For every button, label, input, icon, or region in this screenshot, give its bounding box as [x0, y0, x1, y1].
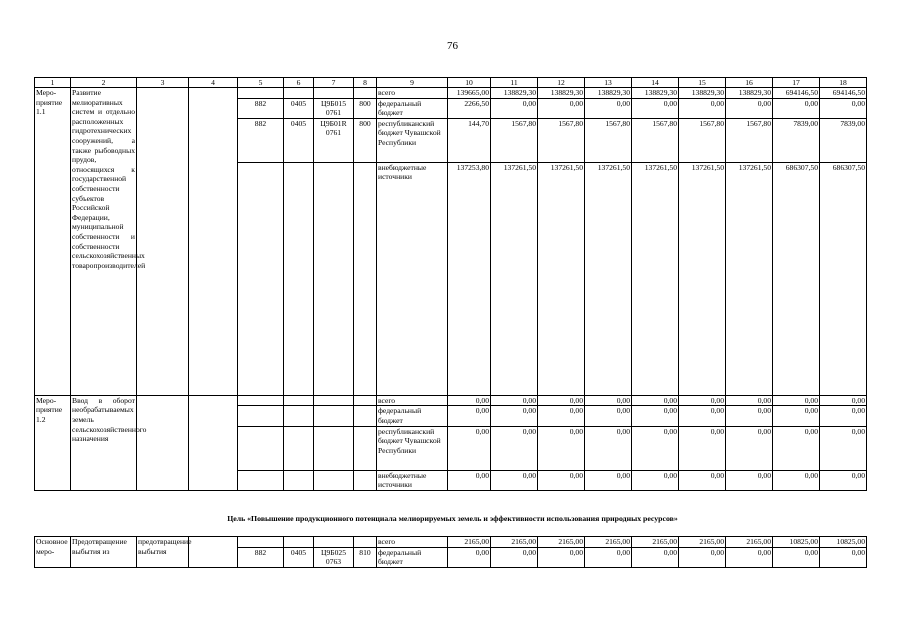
- cell-value: 0,00: [726, 406, 773, 426]
- empty-cell: [284, 406, 314, 426]
- empty-cell: [189, 88, 238, 396]
- header-cell: 17: [773, 78, 820, 88]
- cell-value: 0,00: [820, 395, 867, 406]
- cell-source: федеральный бюджет: [377, 98, 448, 118]
- cell-value: 0,00: [585, 406, 632, 426]
- cell-value: 0,00: [538, 470, 585, 490]
- cell-source: всего: [377, 88, 448, 99]
- cell-value: 0,00: [820, 426, 867, 470]
- table-row: [35, 88, 867, 99]
- cell-value: 1567,80: [726, 118, 773, 162]
- cell-value: 0,00: [773, 406, 820, 426]
- header-cell: 3: [137, 78, 189, 88]
- event-label: Меро-приятие 1.1: [35, 88, 71, 396]
- empty-cell: [137, 88, 189, 396]
- cell-source: федеральный бюджет: [377, 547, 448, 567]
- cell-source: федеральный бюджет: [377, 406, 448, 426]
- cell-value: 0,00: [448, 406, 491, 426]
- cell-value: 694146,50: [820, 88, 867, 99]
- cell-section: [284, 88, 314, 99]
- cell-value: 1567,80: [679, 118, 726, 162]
- event-label: Основное меро-: [35, 537, 71, 568]
- header-cell: 15: [679, 78, 726, 88]
- cell-value: 138829,30: [632, 88, 679, 99]
- empty-cell: [238, 406, 284, 426]
- cell-value: 0,00: [820, 406, 867, 426]
- header-cell: 4: [189, 78, 238, 88]
- cell-value: 0,00: [679, 395, 726, 406]
- cell-value: 0,00: [491, 470, 538, 490]
- cell-value: 0,00: [585, 426, 632, 470]
- cell-value: 0,00: [538, 395, 585, 406]
- cell-target-article: Ц9Б025 0763: [314, 547, 354, 567]
- cell-value: 137261,50: [632, 162, 679, 395]
- cell-source: республиканский бюджет Чувашской Республики: [377, 426, 448, 470]
- event-col3: предотвращение выбытия: [137, 537, 189, 568]
- cell-value: 2165,00: [491, 537, 538, 548]
- cell-expense-group: 800: [354, 98, 377, 118]
- cell-grbs: [238, 537, 284, 548]
- empty-cell: [354, 426, 377, 470]
- event-name: Предотвращение выбытия из: [71, 537, 137, 568]
- cell-target-article: [314, 162, 354, 395]
- empty-cell: [314, 470, 354, 490]
- cell-value: 137261,50: [538, 162, 585, 395]
- cell-value: 0,00: [585, 547, 632, 567]
- cell-value: 0,00: [538, 426, 585, 470]
- empty-cell: [354, 470, 377, 490]
- cell-value: 2165,00: [538, 537, 585, 548]
- empty-cell: [314, 426, 354, 470]
- header-cell: 8: [354, 78, 377, 88]
- cell-value: 0,00: [726, 426, 773, 470]
- cell-value: 0,00: [726, 98, 773, 118]
- cell-value: 139665,00: [448, 88, 491, 99]
- cell-value: 1567,80: [632, 118, 679, 162]
- cell-grbs: [238, 88, 284, 99]
- cell-value: 0,00: [726, 470, 773, 490]
- cell-value: 0,00: [585, 470, 632, 490]
- header-cell: 11: [491, 78, 538, 88]
- cell-value: 0,00: [448, 547, 491, 567]
- budget-table: [34, 77, 867, 491]
- empty-cell: [354, 406, 377, 426]
- cell-value: 0,00: [820, 470, 867, 490]
- cell-grbs: [238, 162, 284, 395]
- empty-cell: [238, 426, 284, 470]
- event-name: Развитие мелиоративных систем и отдельно расположенных гидротехнических сооружений, а также рыбоводных прудов, относящихся к государственной собственности субъектов Российской Федерации, муниципальной собственности и собственности сельскохозяйственных товаропроизводителей: [71, 88, 137, 396]
- cell-expense-group: [354, 162, 377, 395]
- empty-cell: [238, 395, 284, 406]
- cell-value: 0,00: [679, 406, 726, 426]
- cell-expense-group: [354, 88, 377, 99]
- cell-value: 2165,00: [448, 537, 491, 548]
- cell-value: 0,00: [491, 98, 538, 118]
- cell-value: 0,00: [773, 395, 820, 406]
- cell-grbs: 882: [238, 547, 284, 567]
- table-row: [35, 537, 867, 548]
- empty-cell: [354, 395, 377, 406]
- empty-cell: [284, 426, 314, 470]
- cell-value: 138829,30: [491, 88, 538, 99]
- cell-section: 0405: [284, 547, 314, 567]
- empty-cell: [189, 537, 238, 568]
- cell-value: 7839,00: [773, 118, 820, 162]
- table-row: [35, 395, 867, 406]
- cell-value: 138829,30: [679, 88, 726, 99]
- header-cell: 10: [448, 78, 491, 88]
- page-number: 76: [447, 40, 458, 52]
- event-label: Меро-приятие 1.2: [35, 395, 71, 490]
- cell-value: 0,00: [632, 395, 679, 406]
- header-cell: 6: [284, 78, 314, 88]
- cell-source: внебюджетные источники: [377, 162, 448, 395]
- cell-source: всего: [377, 395, 448, 406]
- cell-value: 0,00: [773, 547, 820, 567]
- cell-value: 0,00: [491, 406, 538, 426]
- cell-target-article: Ц9Б015 0761: [314, 98, 354, 118]
- cell-value: 686307,50: [773, 162, 820, 395]
- cell-value: 2165,00: [632, 537, 679, 548]
- empty-cell: [238, 470, 284, 490]
- header-row: [35, 78, 867, 88]
- cell-value: 0,00: [585, 395, 632, 406]
- cell-value: 0,00: [820, 98, 867, 118]
- header-cell: 18: [820, 78, 867, 88]
- header-cell: 12: [538, 78, 585, 88]
- cell-value: 10825,00: [773, 537, 820, 548]
- header-cell: 16: [726, 78, 773, 88]
- cell-grbs: 882: [238, 118, 284, 162]
- cell-value: 137261,50: [491, 162, 538, 395]
- cell-value: 0,00: [820, 547, 867, 567]
- header-cell: 1: [35, 78, 71, 88]
- cell-value: 0,00: [773, 98, 820, 118]
- cell-value: 0,00: [538, 406, 585, 426]
- cell-grbs: 882: [238, 98, 284, 118]
- cell-value: 0,00: [448, 395, 491, 406]
- cell-value: 0,00: [448, 470, 491, 490]
- cell-value: 0,00: [632, 406, 679, 426]
- cell-value: 0,00: [538, 547, 585, 567]
- cell-expense-group: [354, 537, 377, 548]
- cell-target-article: [314, 88, 354, 99]
- header-cell: 9: [377, 78, 448, 88]
- header-cell: 2: [71, 78, 137, 88]
- cell-value: 138829,30: [585, 88, 632, 99]
- cell-value: 2165,00: [679, 537, 726, 548]
- cell-value: 2165,00: [585, 537, 632, 548]
- cell-value: 0,00: [726, 395, 773, 406]
- budget-table-continued: [34, 536, 867, 568]
- cell-source: внебюджетные источники: [377, 470, 448, 490]
- header-cell: 7: [314, 78, 354, 88]
- empty-cell: [314, 406, 354, 426]
- cell-value: 1567,80: [491, 118, 538, 162]
- cell-value: 0,00: [726, 547, 773, 567]
- cell-value: 144,70: [448, 118, 491, 162]
- cell-value: 0,00: [679, 470, 726, 490]
- cell-value: 686307,50: [820, 162, 867, 395]
- cell-value: 137253,80: [448, 162, 491, 395]
- cell-value: 138829,30: [538, 88, 585, 99]
- cell-value: 137261,50: [585, 162, 632, 395]
- header-cell: 14: [632, 78, 679, 88]
- cell-value: 2266,50: [448, 98, 491, 118]
- cell-section: [284, 162, 314, 395]
- cell-value: 1567,80: [538, 118, 585, 162]
- cell-target-article: [314, 537, 354, 548]
- cell-value: 2165,00: [726, 537, 773, 548]
- empty-cell: [137, 395, 189, 490]
- goal-heading: Цель «Повышение продукционного потенциала мелиорируемых земель и эффективности использования природных ресурсов»: [227, 514, 678, 523]
- cell-value: 0,00: [491, 395, 538, 406]
- cell-expense-group: 810: [354, 547, 377, 567]
- cell-value: 0,00: [679, 426, 726, 470]
- cell-value: 137261,50: [679, 162, 726, 395]
- cell-value: 0,00: [632, 426, 679, 470]
- empty-cell: [284, 470, 314, 490]
- cell-value: 0,00: [632, 98, 679, 118]
- cell-value: 0,00: [773, 470, 820, 490]
- cell-value: 0,00: [491, 426, 538, 470]
- cell-section: 0405: [284, 98, 314, 118]
- cell-value: 0,00: [632, 470, 679, 490]
- cell-expense-group: 800: [354, 118, 377, 162]
- empty-cell: [189, 395, 238, 490]
- cell-value: 0,00: [773, 426, 820, 470]
- cell-section: 0405: [284, 118, 314, 162]
- cell-value: 7839,00: [820, 118, 867, 162]
- cell-source: всего: [377, 537, 448, 548]
- event-name: Ввод в оборот необрабатываемых земель сельскохозяйственного назначения: [71, 395, 137, 490]
- cell-value: 0,00: [632, 547, 679, 567]
- cell-value: 0,00: [538, 98, 585, 118]
- empty-cell: [314, 395, 354, 406]
- cell-value: 0,00: [448, 426, 491, 470]
- cell-source: республиканский бюджет Чувашской Республики: [377, 118, 448, 162]
- cell-target-article: Ц9Б01R 0761: [314, 118, 354, 162]
- empty-cell: [284, 395, 314, 406]
- cell-value: 694146,50: [773, 88, 820, 99]
- cell-value: 10825,00: [820, 537, 867, 548]
- header-cell: 5: [238, 78, 284, 88]
- cell-value: 0,00: [491, 547, 538, 567]
- cell-value: 1567,80: [585, 118, 632, 162]
- cell-value: 137261,50: [726, 162, 773, 395]
- cell-value: 138829,30: [726, 88, 773, 99]
- cell-value: 0,00: [679, 547, 726, 567]
- header-cell: 13: [585, 78, 632, 88]
- cell-section: [284, 537, 314, 548]
- cell-value: 0,00: [585, 98, 632, 118]
- cell-value: 0,00: [679, 98, 726, 118]
